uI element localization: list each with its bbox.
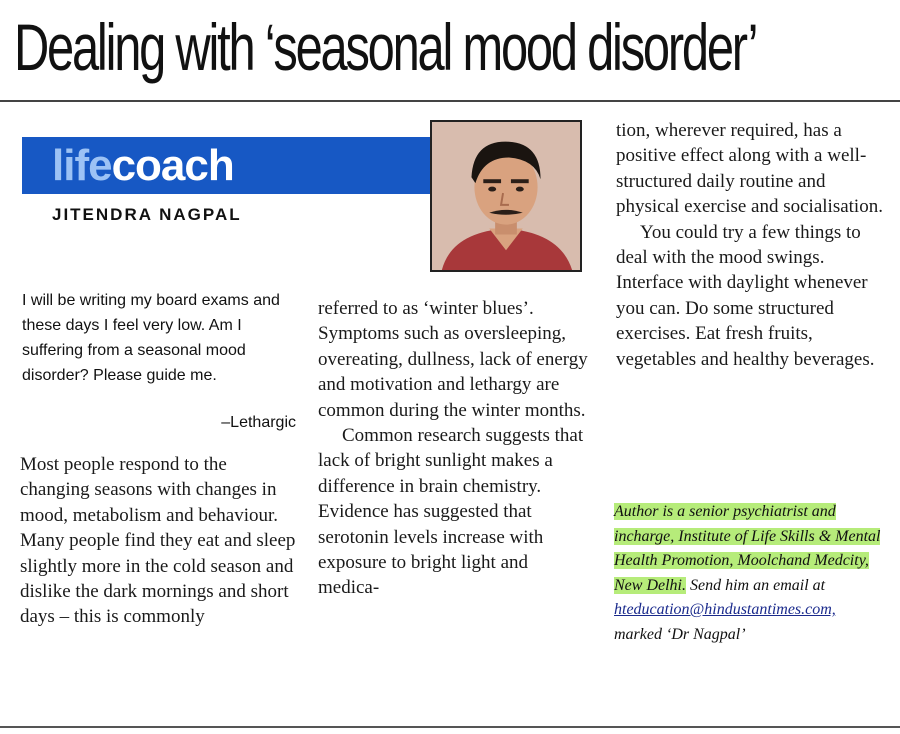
article-column-1 <box>20 452 298 630</box>
author-byline: JITENDRA NAGPAL <box>52 205 242 224</box>
column-2-paragraph-1: referred to as ‘winter blues’. Symptoms such as oversleeping, overeating, dullness, lack of energy and motivation and lethargy are common during the winter months. <box>318 298 588 421</box>
column-1-paragraph: Most people respond to the changing seasons with changes in mood, metabolism and behaviour. Many people find they eat and sleep slightly more in the cold season and dislike the dark mornings and short days – this is commonly <box>20 454 296 628</box>
column-3-paragraph-2: You could try a few things to deal with the mood swings. Interface with daylight whenever you can. Do some structured exercises. Eat fresh fruits, vegetables and healthy beverages. <box>616 221 875 370</box>
author-note <box>614 500 886 647</box>
question-signoff: –Lethargic <box>221 414 296 431</box>
article-column-3 <box>616 118 888 372</box>
banner-life: life <box>52 141 112 190</box>
author-send-text: Send him an email at <box>686 576 826 594</box>
lifecoach-banner <box>22 137 432 194</box>
top-rule <box>0 100 900 102</box>
column-2-paragraph-2: Common research suggests that lack of bright sunlight makes a difference in brain chemistry. Evidence has suggested that serotonin levels increase with exposure to bright light and medica- <box>318 425 584 599</box>
column-3-paragraph-1: tion, wherever required, has a positive effect along with a well-structured daily routine and physical exercise and socialisation. <box>616 120 883 218</box>
headline: Dealing with ‘seasonal mood disorder’ <box>14 10 757 84</box>
author-photo <box>430 120 582 272</box>
author-marked-text: marked ‘Dr Nagpal’ <box>614 625 746 643</box>
bottom-rule <box>0 726 900 728</box>
author-credentials: Author is a senior psychiatrist and incharge, Institute of Life Skills & Mental Health Promotion, Moolchand Medcity, New Delhi. <box>614 503 881 594</box>
author-email-link[interactable]: hteducation@hindustantimes.com, <box>614 601 836 618</box>
author-photo-illustration <box>432 122 580 270</box>
reader-question: I will be writing my board exams and these days I feel very low. Am I suffering from a seasonal mood disorder? Please guide me. <box>22 292 280 384</box>
banner-coach: coach <box>111 141 234 190</box>
article-column-2 <box>318 296 590 601</box>
banner-logo <box>52 137 234 194</box>
